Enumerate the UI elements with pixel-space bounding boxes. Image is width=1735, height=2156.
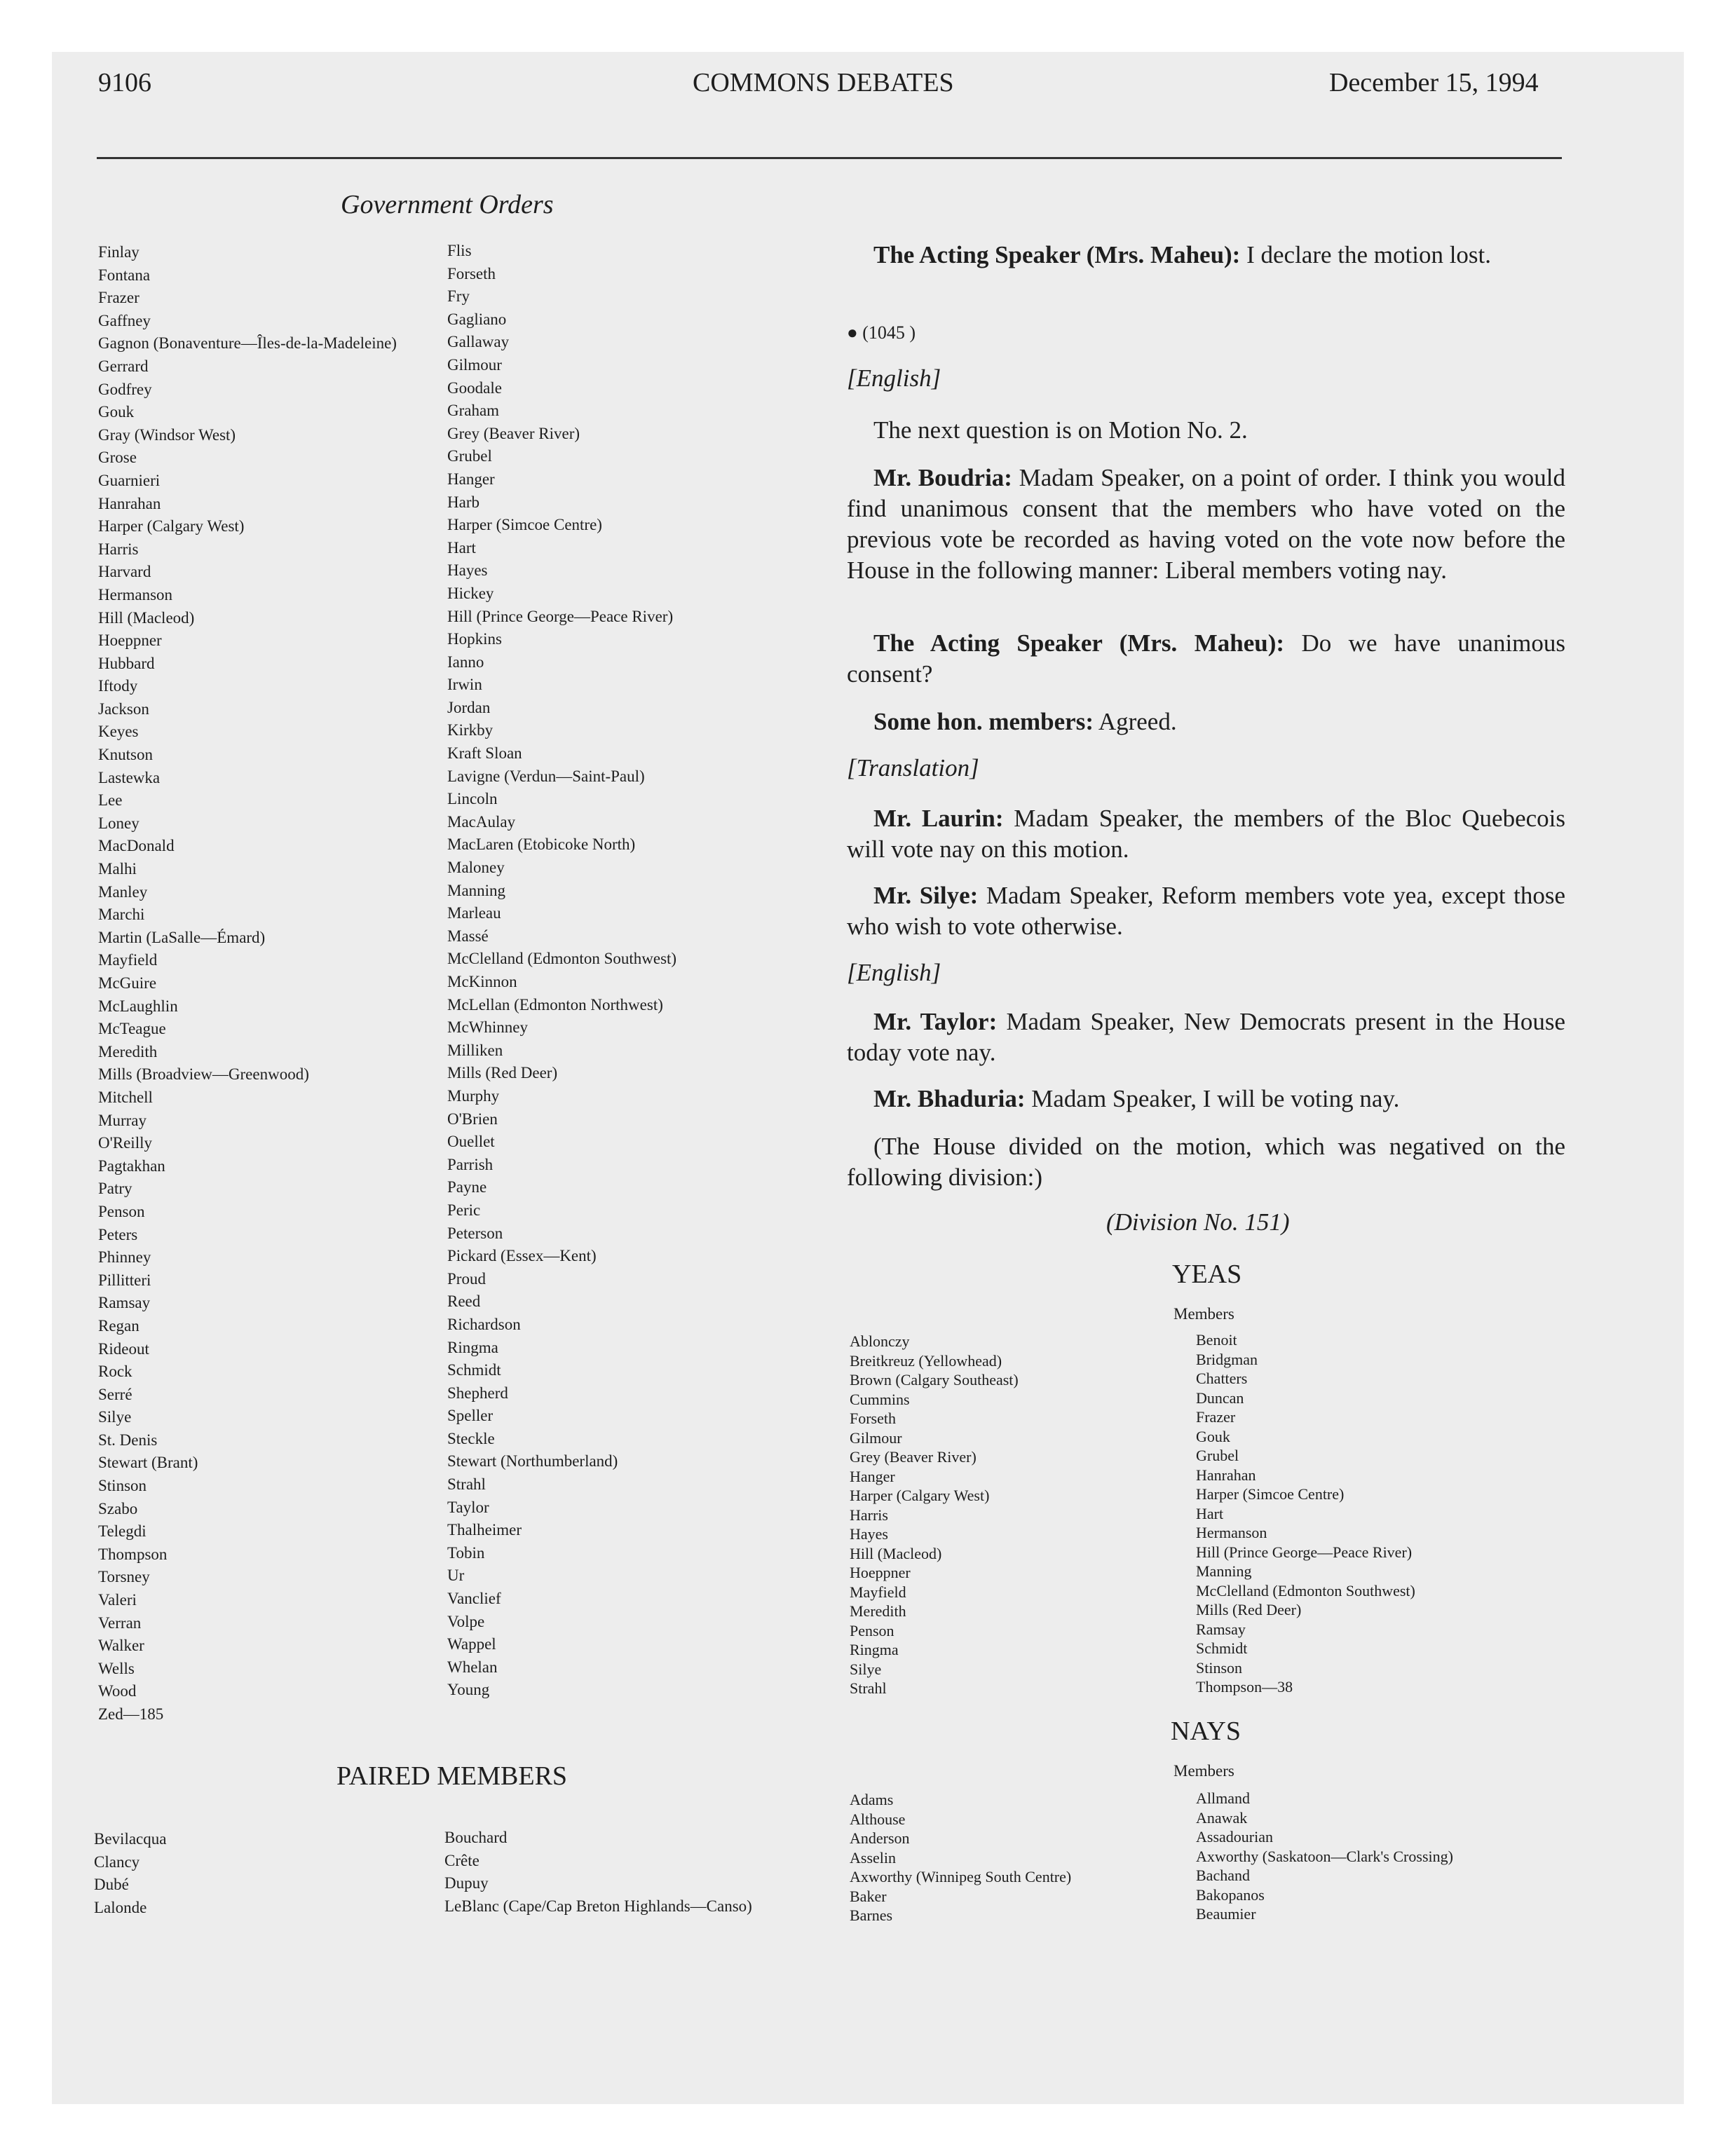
member-name: Hanger	[447, 470, 495, 488]
speaker-name: Mr. Taylor:	[873, 1008, 998, 1035]
yea-member-name: Grubel	[1196, 1447, 1239, 1464]
member-name: Kirkby	[447, 721, 494, 739]
language-tag-english: [English]	[847, 364, 941, 392]
nay-member-name: Axworthy (Winnipeg South Centre)	[850, 1868, 1072, 1885]
yea-member-name: Hoeppner	[850, 1564, 911, 1581]
member-name: Silye	[98, 1408, 132, 1426]
member-name: Massé	[447, 927, 489, 945]
member-name: Ramsay	[98, 1294, 151, 1312]
member-name: Hermanson	[98, 585, 173, 603]
member-name: Murray	[98, 1111, 147, 1129]
nays-members-label: Members	[1173, 1762, 1234, 1780]
member-name: Wood	[98, 1682, 137, 1700]
member-name: Flis	[447, 242, 472, 259]
member-name: Pickard (Essex—Kent)	[447, 1247, 597, 1265]
member-name: Rideout	[98, 1339, 149, 1358]
speech-text: Do we have unanimous consent?	[847, 629, 1566, 688]
member-name: Lavigne (Verdun—Saint-Paul)	[447, 767, 645, 785]
member-name: Payne	[447, 1178, 487, 1196]
yea-member-name: Gilmour	[850, 1428, 902, 1447]
member-name: Lee	[98, 791, 123, 810]
yea-member-name: Silye	[850, 1660, 882, 1678]
member-name: McWhinney	[447, 1018, 528, 1037]
speech-text: Madam Speaker, New Democrats present in the House today vote nay.	[847, 1008, 1565, 1066]
paired-member-name: Bouchard	[444, 1829, 508, 1846]
member-name: Harper (Calgary West)	[98, 517, 245, 535]
yea-member-name: Hermanson	[1196, 1524, 1267, 1541]
member-name: Ianno	[447, 653, 484, 671]
paragraph-house-divided	[847, 1131, 1565, 1193]
member-name: Wappel	[447, 1635, 496, 1653]
member-name: Gaffney	[98, 311, 151, 329]
nay-member-name: Allmand	[1196, 1789, 1250, 1807]
yea-member-name: Harper (Calgary West)	[850, 1487, 990, 1504]
nay-member-name: Bachand	[1196, 1867, 1250, 1884]
yea-member-name: Hill (Macleod)	[850, 1544, 942, 1562]
member-name: Fontana	[98, 266, 151, 284]
nay-member-name: Asselin	[850, 1848, 896, 1867]
member-name: Irwin	[447, 676, 482, 694]
member-name: Taylor	[447, 1498, 489, 1516]
language-tag-translation: [Translation]	[847, 754, 979, 782]
member-name: Penson	[98, 1202, 145, 1220]
header-rule	[97, 157, 1562, 159]
yea-member-name: Harris	[850, 1506, 888, 1524]
member-name: Serré	[98, 1385, 132, 1403]
yea-member-name: Frazer	[1196, 1408, 1236, 1426]
member-name: MacDonald	[98, 837, 175, 855]
member-name: Stewart (Northumberland)	[447, 1452, 618, 1471]
member-name: Martin (LaSalle—Émard)	[98, 928, 266, 946]
member-name: Richardson	[447, 1315, 521, 1333]
member-name: McLaughlin	[98, 997, 178, 1015]
member-name: Harb	[447, 493, 479, 511]
member-name: Wells	[98, 1659, 135, 1677]
yea-member-name: Stinson	[1196, 1658, 1243, 1677]
member-name: Whelan	[447, 1658, 498, 1676]
paired-member-name: Dupuy	[444, 1874, 489, 1892]
paragraph-taylor	[847, 1007, 1565, 1068]
paired-member-name: LeBlanc (Cape/Cap Breton Highlands—Canso)	[444, 1897, 752, 1915]
member-name: Jackson	[98, 700, 149, 718]
member-name: Grose	[98, 449, 137, 467]
member-name: Goodale	[447, 378, 502, 397]
member-name: MacLaren (Etobicoke North)	[447, 835, 636, 854]
speech-text: (The House divided on the motion, which was negatived on the following division:)	[847, 1133, 1565, 1191]
member-name: Iftody	[98, 677, 138, 695]
member-name: Lincoln	[447, 790, 498, 808]
member-list-col2	[447, 240, 676, 1702]
yea-member-name: Meredith	[850, 1602, 906, 1620]
member-name: McGuire	[98, 974, 157, 992]
paired-member-name: Crête	[444, 1851, 479, 1869]
member-name: Gerrard	[98, 357, 149, 375]
nays-list-col1	[850, 1790, 1071, 1925]
nay-member-name: Adams	[850, 1791, 894, 1808]
yea-member-name: Chatters	[1196, 1370, 1248, 1387]
speech-text: Madam Speaker, the members of the Bloc Quebecois will vote nay on this motion.	[847, 805, 1565, 863]
paragraph-speaker-declare	[847, 240, 1565, 271]
time-marker: ● (1045 )	[847, 322, 916, 343]
speaker-name: Some hon. members:	[873, 708, 1094, 735]
page-date: December 15, 1994	[1329, 68, 1539, 97]
member-name: Manley	[98, 882, 148, 901]
yeas-heading: YEAS	[1172, 1260, 1242, 1289]
member-name: Knutson	[98, 746, 153, 764]
paragraph-speaker-consent	[847, 628, 1565, 690]
member-name: Gray (Windsor West)	[98, 425, 236, 444]
nay-member-name: Assadourian	[1196, 1828, 1273, 1845]
speech-text: Madam Speaker, on a point of order. I think you would find unanimous consent that the members who have voted on the previous vote be recorded as having voted on the vote now before the House in the following manner: Liberal members voting nay.	[847, 464, 1565, 584]
member-name: Fry	[447, 287, 470, 306]
yea-member-name: Gouk	[1196, 1427, 1230, 1445]
division-number: (Division No. 151)	[1106, 1208, 1290, 1236]
nay-member-name: Axworthy (Saskatoon—Clark's Crossing)	[1196, 1847, 1453, 1865]
yeas-members-label: Members	[1173, 1305, 1234, 1323]
member-name: St. Denis	[98, 1431, 158, 1449]
speech-text: Agreed.	[1098, 708, 1177, 735]
member-name: Ringma	[447, 1338, 498, 1356]
member-name: Peterson	[447, 1224, 503, 1242]
member-name: Steckle	[447, 1429, 495, 1447]
paired-members-title: PAIRED MEMBERS	[336, 1761, 568, 1791]
speech-text: I declare the motion lost.	[1246, 241, 1492, 268]
nay-member-name: Beaumier	[1196, 1905, 1256, 1923]
speech-text: The next question is on Motion No. 2.	[873, 416, 1248, 444]
member-name: Hill (Macleod)	[98, 608, 195, 627]
paragraph-bhaduria	[847, 1084, 1565, 1114]
paired-member-name: Lalonde	[94, 1898, 147, 1916]
yea-member-name: Hanrahan	[1196, 1466, 1256, 1484]
member-name: McTeague	[98, 1020, 166, 1038]
yea-member-name: Breitkreuz (Yellowhead)	[850, 1351, 1002, 1370]
member-name: Rock	[98, 1363, 132, 1381]
paragraph-silye	[847, 880, 1565, 942]
member-name: Verran	[98, 1613, 142, 1632]
member-list-col1	[98, 241, 397, 1726]
speech-text: Madam Speaker, Reform members vote yea, except those who wish to vote otherwise.	[847, 882, 1566, 940]
speaker-name: The Acting Speaker (Mrs. Maheu):	[873, 241, 1241, 268]
member-name: Marchi	[98, 906, 145, 924]
member-name: Hubbard	[98, 654, 155, 672]
member-name: McClelland (Edmonton Southwest)	[447, 950, 677, 968]
member-name: Marleau	[447, 904, 501, 922]
yea-member-name: Hart	[1196, 1504, 1224, 1522]
yea-member-name: Schmidt	[1196, 1639, 1248, 1657]
member-name: Stinson	[98, 1477, 147, 1495]
yea-member-name: Duncan	[1196, 1389, 1244, 1407]
member-name: Speller	[447, 1407, 494, 1425]
member-name: Thompson	[98, 1545, 168, 1563]
member-name: Stewart (Brant)	[98, 1454, 198, 1472]
member-name: Guarnieri	[98, 471, 161, 489]
member-name: Mayfield	[98, 951, 158, 969]
page-number: 9106	[98, 68, 151, 97]
paragraph-laurin	[847, 803, 1565, 865]
member-name: Gouk	[98, 403, 135, 421]
time-marker-text: (1045 )	[862, 322, 916, 343]
member-name: Frazer	[98, 289, 140, 307]
member-name: Graham	[447, 402, 500, 420]
member-name: Lastewka	[98, 768, 161, 786]
member-name: Shepherd	[447, 1384, 508, 1402]
member-name: Telegdi	[98, 1522, 147, 1541]
yea-member-name: Hanger	[850, 1467, 895, 1485]
yea-member-name: Mills (Red Deer)	[1196, 1601, 1302, 1618]
member-name: Parrish	[447, 1155, 494, 1173]
member-name: Peters	[98, 1225, 138, 1243]
speaker-name: Mr. Silye:	[873, 882, 979, 909]
speech-text: Madam Speaker, I will be voting nay.	[1031, 1085, 1400, 1112]
member-name: Ur	[447, 1567, 465, 1585]
member-name: Grubel	[447, 447, 492, 465]
paired-member-name: Dubé	[94, 1876, 129, 1894]
member-name: Young	[447, 1681, 490, 1699]
member-name: Pagtakhan	[98, 1157, 165, 1175]
yea-member-name: Forseth	[850, 1410, 896, 1427]
member-name: Harper (Simcoe Centre)	[447, 516, 602, 534]
speaker-name: Mr. Bhaduria:	[873, 1085, 1026, 1112]
member-name: Hart	[447, 538, 476, 557]
paired-member-name: Clancy	[94, 1853, 140, 1871]
yea-member-name: Manning	[1196, 1562, 1252, 1580]
member-name: Phinney	[98, 1248, 151, 1267]
member-name: Zed—185	[98, 1705, 164, 1723]
yeas-list-col1	[850, 1332, 1019, 1698]
paragraph-next-question	[847, 415, 1565, 446]
speaker-name: Mr. Laurin:	[873, 805, 1004, 832]
member-name: Tobin	[447, 1543, 485, 1562]
yea-member-name: McClelland (Edmonton Southwest)	[1196, 1581, 1415, 1599]
member-name: Proud	[447, 1269, 486, 1288]
member-name: McLellan (Edmonton Northwest)	[447, 995, 663, 1014]
member-name: Volpe	[447, 1612, 485, 1630]
member-name: Malhi	[98, 860, 137, 878]
nay-member-name: Bakopanos	[1196, 1885, 1265, 1904]
yea-member-name: Brown (Calgary Southeast)	[850, 1371, 1019, 1389]
member-name: Gagliano	[447, 310, 507, 328]
member-name: Schmidt	[447, 1361, 501, 1379]
member-name: Pillitteri	[98, 1271, 151, 1289]
member-name: Thalheimer	[447, 1521, 522, 1539]
member-name: Peric	[447, 1201, 481, 1219]
member-name: Strahl	[447, 1475, 486, 1494]
yea-member-name: Harper (Simcoe Centre)	[1196, 1485, 1345, 1503]
member-name: Szabo	[98, 1499, 138, 1517]
member-name: Grey (Beaver River)	[447, 424, 580, 442]
member-name: MacAulay	[447, 812, 516, 831]
member-name: Valeri	[98, 1591, 137, 1609]
member-name: Gagnon (Bonaventure—Îles-de-la-Madeleine)	[98, 334, 397, 353]
yea-member-name: Mayfield	[850, 1583, 906, 1601]
member-name: Keyes	[98, 723, 139, 741]
yea-member-name: Strahl	[850, 1679, 887, 1697]
member-name: Hill (Prince George—Peace River)	[447, 607, 674, 625]
member-name: Walker	[98, 1637, 144, 1655]
yea-member-name: Ablonczy	[850, 1332, 910, 1350]
yea-member-name: Thompson—38	[1196, 1678, 1293, 1696]
paired-list-col2	[444, 1827, 752, 1918]
paragraph-boudria	[847, 463, 1565, 586]
member-name: Hickey	[447, 584, 494, 602]
yea-member-name: Penson	[850, 1621, 894, 1639]
member-name: Regan	[98, 1316, 140, 1335]
member-name: Manning	[447, 881, 506, 899]
yea-member-name: Grey (Beaver River)	[850, 1448, 977, 1466]
member-name: Milliken	[447, 1041, 503, 1059]
member-name: O'Brien	[447, 1110, 498, 1128]
member-name: Forseth	[447, 264, 496, 282]
member-name: Kraft Sloan	[447, 744, 522, 763]
member-name: Godfrey	[98, 380, 152, 398]
nays-list-col2	[1196, 1789, 1453, 1924]
member-name: Hanrahan	[98, 494, 161, 512]
yeas-list-col2	[1196, 1330, 1415, 1697]
yea-member-name: Hill (Prince George—Peace River)	[1196, 1543, 1413, 1561]
member-name: Reed	[447, 1292, 481, 1311]
yea-member-name: Ramsay	[1196, 1620, 1246, 1638]
member-name: Hopkins	[447, 630, 502, 648]
nay-member-name: Althouse	[850, 1810, 906, 1828]
yea-member-name: Hayes	[850, 1525, 888, 1543]
member-name: Vanclief	[447, 1590, 501, 1608]
member-name: Mills (Broadview—Greenwood)	[98, 1065, 309, 1084]
nay-member-name: Barnes	[850, 1906, 893, 1924]
member-name: Hayes	[447, 561, 488, 580]
member-name: Loney	[98, 814, 140, 832]
paragraph-members-agreed	[847, 707, 1565, 737]
nay-member-name: Anderson	[850, 1829, 910, 1847]
language-tag-english-2: [English]	[847, 959, 941, 986]
nay-member-name: Baker	[850, 1887, 887, 1905]
speaker-name: Mr. Boudria:	[873, 464, 1012, 491]
yea-member-name: Cummins	[850, 1390, 910, 1408]
section-title: Government Orders	[341, 190, 554, 219]
member-name: O'Reilly	[98, 1134, 152, 1152]
member-name: Jordan	[447, 698, 491, 716]
paired-list-col1	[94, 1828, 166, 1919]
member-name: Maloney	[447, 859, 505, 877]
yea-member-name: Ringma	[850, 1641, 899, 1658]
member-name: Finlay	[98, 243, 140, 261]
member-name: Gilmour	[447, 355, 502, 374]
nay-member-name: Anawak	[1196, 1808, 1248, 1827]
member-name: Murphy	[447, 1086, 500, 1105]
nays-heading: NAYS	[1171, 1717, 1241, 1746]
member-name: Torsney	[98, 1568, 150, 1586]
yea-member-name: Bridgman	[1196, 1350, 1258, 1368]
yea-member-name: Benoit	[1196, 1331, 1237, 1349]
publication-title: COMMONS DEBATES	[693, 68, 954, 97]
member-name: Patry	[98, 1180, 132, 1198]
member-name: Harris	[98, 540, 139, 558]
member-name: McKinnon	[447, 973, 517, 990]
member-name: Ouellet	[447, 1133, 495, 1151]
member-name: Mills (Red Deer)	[447, 1064, 558, 1082]
member-name: Gallaway	[447, 333, 510, 351]
member-name: Meredith	[98, 1042, 158, 1060]
member-name: Harvard	[98, 563, 151, 581]
speaker-name: The Acting Speaker (Mrs. Maheu):	[873, 629, 1285, 657]
member-name: Mitchell	[98, 1088, 153, 1106]
paired-member-name: Bevilacqua	[94, 1830, 167, 1848]
member-name: Hoeppner	[98, 632, 162, 650]
